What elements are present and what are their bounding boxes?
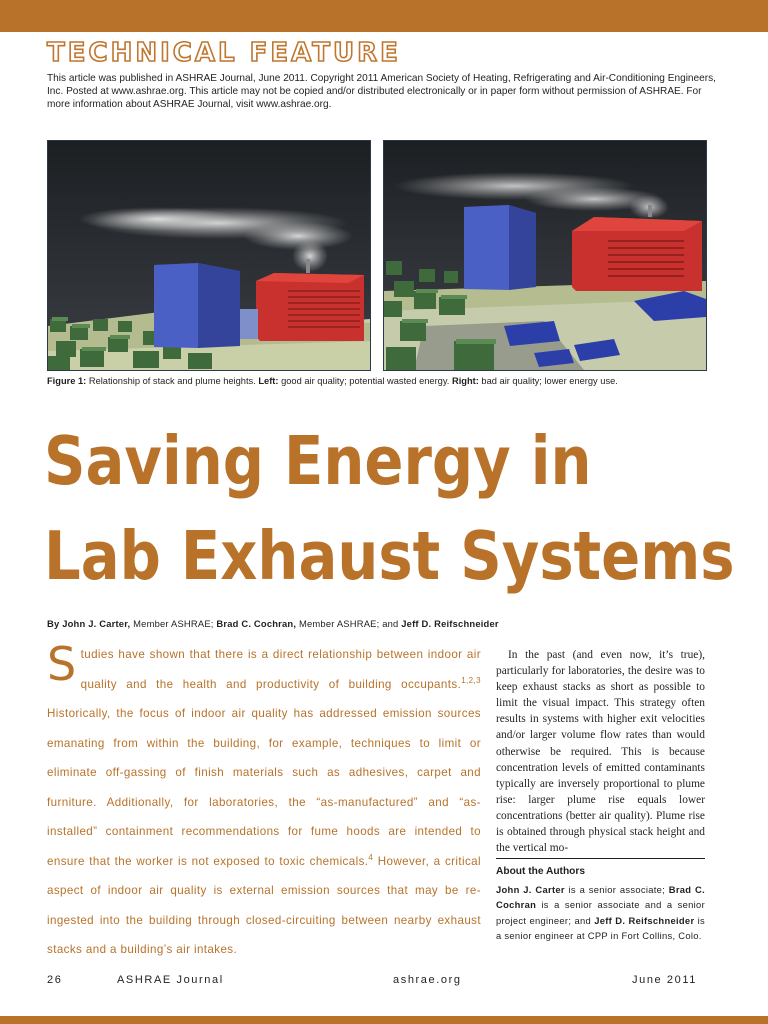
intro-paragraph	[47, 637, 481, 965]
intro-text-2: Historically, the focus of indoor air quality has addressed emission sources emanating from within the building, for example, techniques to limit or eliminate off-gassing of finish materials such as adhesives, carpet and furniture. Additionally, for laboratories, the “as-manufactured” and “as-installed” containment recommendations for fume hoods are intended to ensure that the worker is not exposed to toxic chemicals.	[47, 707, 481, 868]
bio-author-2: Brad C. Cochran	[496, 884, 705, 911]
citation-4: 4	[368, 852, 374, 862]
copyright-notice: This article was published in ASHRAE Journal, June 2011. Copyright 2011 American Society of Heating, Refrigerating and Air-Conditioning Engineers, Inc. Posted at www.ashrae.org. This article may not be copied and/or distributed electronically or in paper form without permission of ASHRAE. For more information about ASHRAE Journal, visit www.ashrae.org.	[47, 73, 716, 110]
page-number: 26	[47, 974, 63, 986]
figure-photo-left	[47, 140, 371, 371]
section-label: TECHNICAL FEATURE	[47, 38, 401, 68]
intro-text-1: tudies have shown that there is a direct relationship between indoor air quality and the health and productivity of building occupants.	[80, 648, 481, 691]
footer-date: June 2011	[632, 974, 697, 986]
caption-left-label: Left:	[258, 376, 279, 386]
byline-by: By	[47, 618, 63, 629]
figure-photo-right	[383, 140, 707, 371]
footer-journal-name: ASHRAE Journal	[117, 974, 224, 986]
top-color-bar	[0, 0, 768, 32]
figure-caption	[47, 375, 717, 387]
body-column-text: In the past (and even now, it’s true), particularly for laboratories, the desire was to keep exhaust stacks as short as possible to limit the visual impact. This strategy often results in systems with higher exit velocities and/or larger volume flow rates than would otherwise be required. This is because concentration levels of emitted contaminants typically are inversely proportional to plume rise: larger plume rise equals lower concentrations (better air quality). Plume rise is obtained through physical stack height and the vertical mo-	[496, 649, 705, 855]
byline	[47, 618, 707, 630]
title-line-2: Lab Exhaust Systems	[44, 517, 735, 595]
bio-author-1: John J. Carter	[496, 884, 565, 895]
caption-right-label: Right:	[451, 376, 479, 386]
citation-1-2-3: 1,2,3	[461, 675, 481, 685]
bio-author-3-text: is a senior engineer at CPP in Fort Collins, Colo.	[496, 914, 705, 941]
caption-text: Relationship of stack and plume heights.	[86, 376, 259, 386]
intro-text-3: However, a critical aspect of indoor air quality is external emission sources that may be re-ingested into the building through closed-circuiting between nearby exhaust stacks and a building’s air intakes.	[47, 854, 481, 956]
author-2-role: Member ASHRAE; and	[296, 618, 402, 629]
author-2-name: Brad C. Cochran,	[216, 618, 297, 629]
article-title	[44, 414, 735, 604]
bio-author-2-text: is a senior associate and a senior project engineer; and	[496, 899, 705, 926]
caption-label: Figure 1:	[47, 376, 87, 386]
caption-right-text: bad air quality; lower energy use.	[478, 376, 618, 386]
wind-tunnel-model-photo-left	[48, 141, 370, 370]
author-1-name: John J. Carter,	[62, 618, 131, 629]
bio-author-3: Jeff D. Reifschneider	[594, 914, 695, 926]
about-authors-heading: About the Authors	[496, 866, 586, 877]
authors-divider	[496, 858, 705, 859]
footer-website: ashrae.org	[393, 974, 462, 986]
caption-left-text: good air quality; potential wasted energy.	[278, 376, 452, 386]
wind-tunnel-model-photo-right	[384, 141, 706, 370]
title-line-1: Saving Energy in	[44, 422, 592, 500]
drop-cap: S	[47, 637, 77, 691]
bio-author-1-text: is a senior associate;	[564, 884, 669, 895]
author-3-name: Jeff D. Reifschneider	[401, 618, 499, 629]
author-1-role: Member ASHRAE;	[130, 618, 217, 629]
about-authors-text	[496, 882, 705, 943]
bottom-color-bar	[0, 1016, 768, 1024]
